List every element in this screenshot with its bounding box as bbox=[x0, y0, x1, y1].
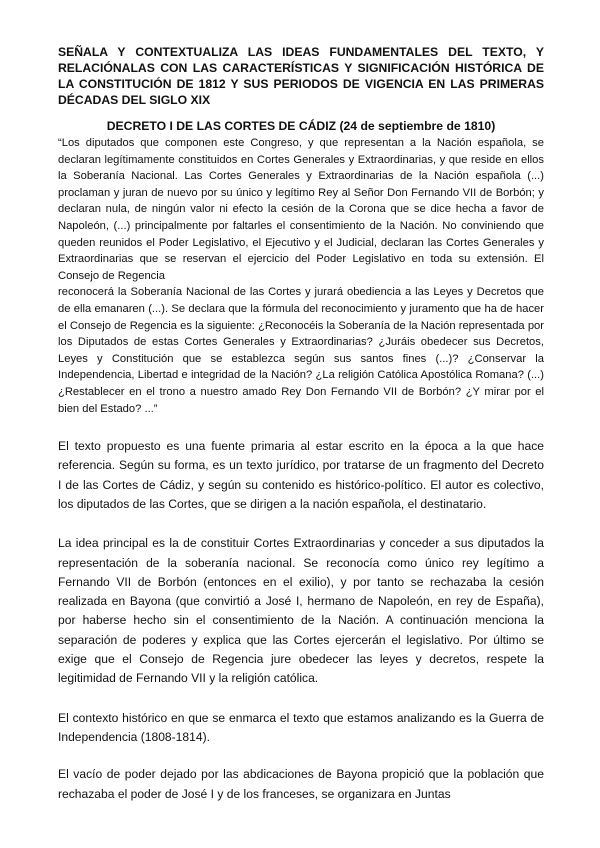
paragraph-historical-context: El contexto histórico en que se enmarca el texto que estamos analizando es la Guerra de Independencia (1808-1814). bbox=[58, 710, 544, 744]
decree-quote-part-2: reconocerá la Soberanía Nacional de las Cortes y jurará obediencia a las Leyes y Decretos que de ella emanaren (...). Se declara que la fórmula del reconocimiento y juramento que ha de hacer el Consejo de Regencia es la siguiente: ¿Reconocéis la Soberanía de la Nación representada por los Diputados de estas Cortes Generales y Extraordinarias? ¿Juráis obedecer sus Decretos, Leyes y Constitución que se establezca según sus santos fines (...)? ¿Conservar la Independencia, Libertad e integridad de la Nación? ¿La religión Católica Apostólica Romana? (...) ¿Restablecer en el trono a nuestro amado Rey Don Fernando VII de Borbón? ¿Y mirar por el bien del Estado? ...” bbox=[58, 286, 544, 415]
decree-quote-part-1: “Los diputados que componen este Congreso, y que representan a la Nación española, se declaran legítimamente constituidos en Cortes Generales y Extraordinarias, y que reside en ellos la Soberanía Nacional. Las Cortes Generales y Extraordinarias de la Nación española (...) proclaman y juran de nuevo por su único y legítimo Rey al Señor Don Fernando VII de Borbón; y declaran nula, de ningún valor ni efecto la cesión de la Corona que se dice hecha a favor de Napoleón, (...) principalmente por faltarles el consentimiento de la Nación. No conviniendo que queden reunidos el Poder Legislativo, el Ejecutivo y el Judicial, declaran las Cortes Generales y Extraordinarias que se reservan el ejercicio del Poder Legislativo en toda su extensión. El Consejo de Regencia bbox=[58, 137, 544, 282]
decree-title: DECRETO I DE LAS CORTES DE CÁDIZ (24 de septiembre de 1810) bbox=[106, 119, 496, 133]
paragraph-power-vacuum: El vacío de poder dejado por las abdicaciones de Bayona propició que la población que rechazaba el poder de José I y de los franceses, se organizara en Juntas bbox=[58, 767, 544, 801]
document-page bbox=[58, 44, 544, 804]
decree-quote bbox=[58, 135, 544, 417]
paragraph-main-idea: La idea principal es la de constituir Cortes Extraordinarias y conceder a sus diputados la representación de la soberanía nacional. Se reconocía como único rey legítimo a Fernando VII de Borbón (entonces en el exilio), y por tanto se rechazaba la cesión realizada en Bayona (que convirtió a José I, hermano de Napoleón, en rey de España), por haberse hecho sin el consentimiento de la Nación. A continuación menciona la separación de poderes y explica que las Cortes ejercerán el legislativo. Por último se exige que el Consejo de Regencia jure obedecer las leyes y decretos, respete la legitimidad de Fernando VII y la religión católica. bbox=[58, 536, 544, 686]
exercise-heading: SEÑALA Y CONTEXTUALIZA LAS IDEAS FUNDAMENTALES DEL TEXTO, Y RELACIÓNALAS CON LAS CARACTERÍSTICAS Y SIGNIFICACIÓN HISTÓRICA DE LA CONSTITUCIÓN DE 1812 Y SUS PERIODOS DE VIGENCIA EN LAS PRIMERAS DÉCADAS DEL SIGLO XIX bbox=[58, 45, 544, 107]
paragraph-source-classification: El texto propuesto es una fuente primaria al estar escrito en la época a la que hace referencia. Según su forma, es un texto jurídico, por tratarse de un fragmento del Decreto I de las Cortes de Cádiz, y según su contenido es histórico-político. El autor es colectivo, los diputados de las Cortes, que se dirigen a la nación española, el destinatario. bbox=[58, 439, 544, 511]
